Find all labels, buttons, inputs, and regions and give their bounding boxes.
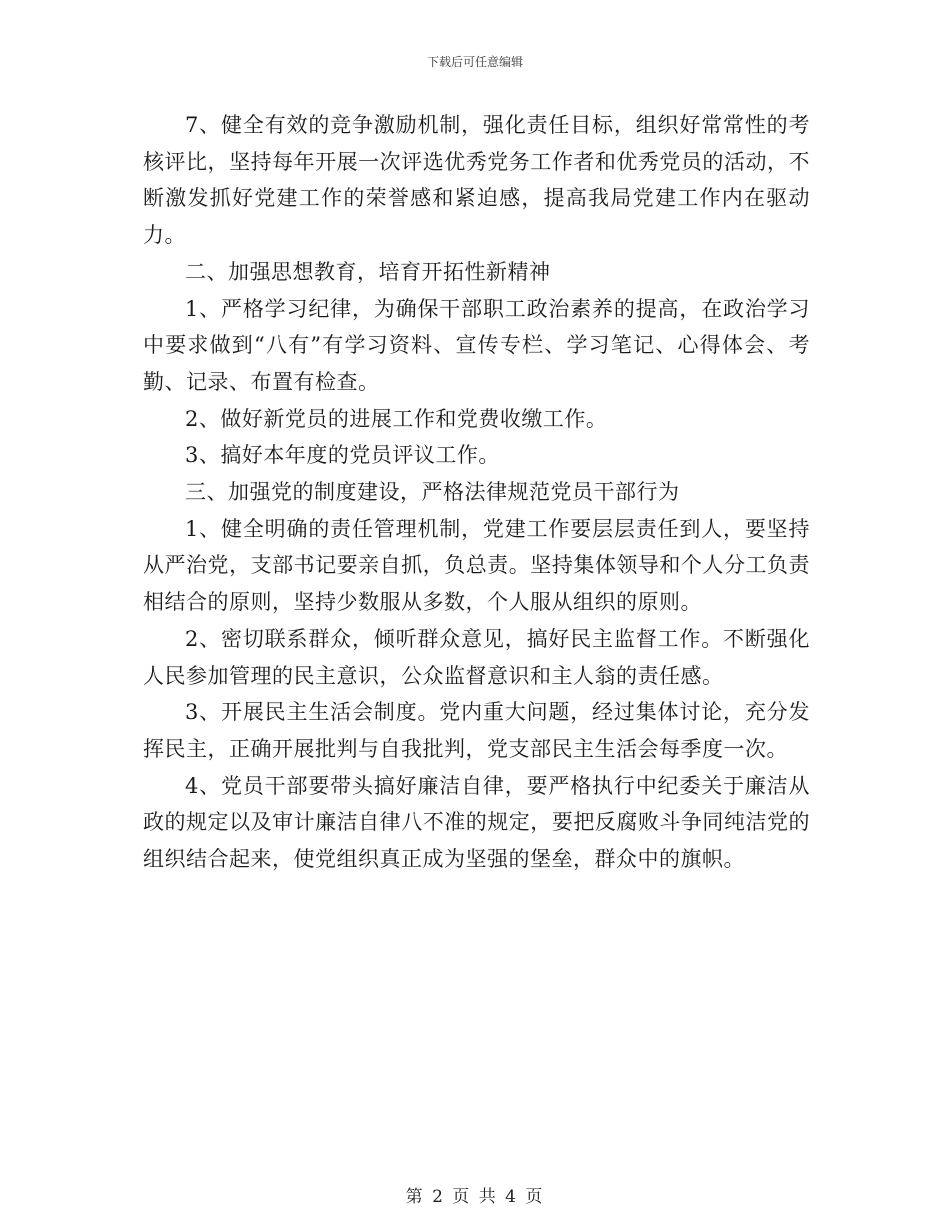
page-number: 第 2 页 共 4 页 <box>405 1187 545 1207</box>
paragraph-item-2-1: 1、严格学习纪律，为确保干部职工政治素养的提高，在政治学习中要求做到“八有”有学习资料、宣传专栏、学习笔记、心得体会、考勤、记录、布置有检查。 <box>143 296 810 394</box>
paragraph-item-2-2: 2、做好新党员的进展工作和党费收缴工作。 <box>185 406 608 431</box>
paragraph-item-3-2: 2、密切联系群众，倾听群众意见，搞好民主监督工作。不断强化人民参加管理的民主意识，公众监督意识和主人翁的责任感。 <box>143 626 810 688</box>
paragraph-item-3-4: 4、党员干部要带头搞好廉洁自律，要严格执行中纪委关于廉洁从政的规定以及审计廉洁自律八不准的规定，要把反腐败斗争同纯洁党的组织结合起来，使党组织真正成为坚强的堡垒，群众中的旗帜。 <box>143 773 810 872</box>
paragraph-item-7: 7、健全有效的竞争激励机制，强化责任目标，组织好常常性的考核评比，坚持每年开展一次评选优秀党务工作者和优秀党员的活动，不断激发抓好党建工作的荣誉感和紧迫感，提高我局党建工作内在驱动力。 <box>143 113 810 248</box>
page-header: 下载后可任意编辑 <box>426 55 523 69</box>
paragraph-item-3-3: 3、开展民主生活会制度。党内重大问题，经过集体讨论，充分发挥民主，正确开展批判与自我批判，党支部民主生活会每季度一次。 <box>143 700 810 761</box>
paragraph-item-3-1: 1、健全明确的责任管理机制，党建工作要层层责任到人，要坚持从严治党，支部书记要亲自抓，负总责。坚持集体领导和个人分工负责相结合的原则，坚持少数服从多数，个人服从组织的原则。 <box>143 516 810 615</box>
document-body <box>143 107 810 878</box>
section-heading-2: 二、加强思想教育，培育开拓性新精神 <box>185 259 551 284</box>
paragraph-item-2-3: 3、搞好本年度的党员评议工作。 <box>185 443 500 468</box>
section-heading-3: 三、加强党的制度建设，严格法律规范党员干部行为 <box>185 480 680 505</box>
